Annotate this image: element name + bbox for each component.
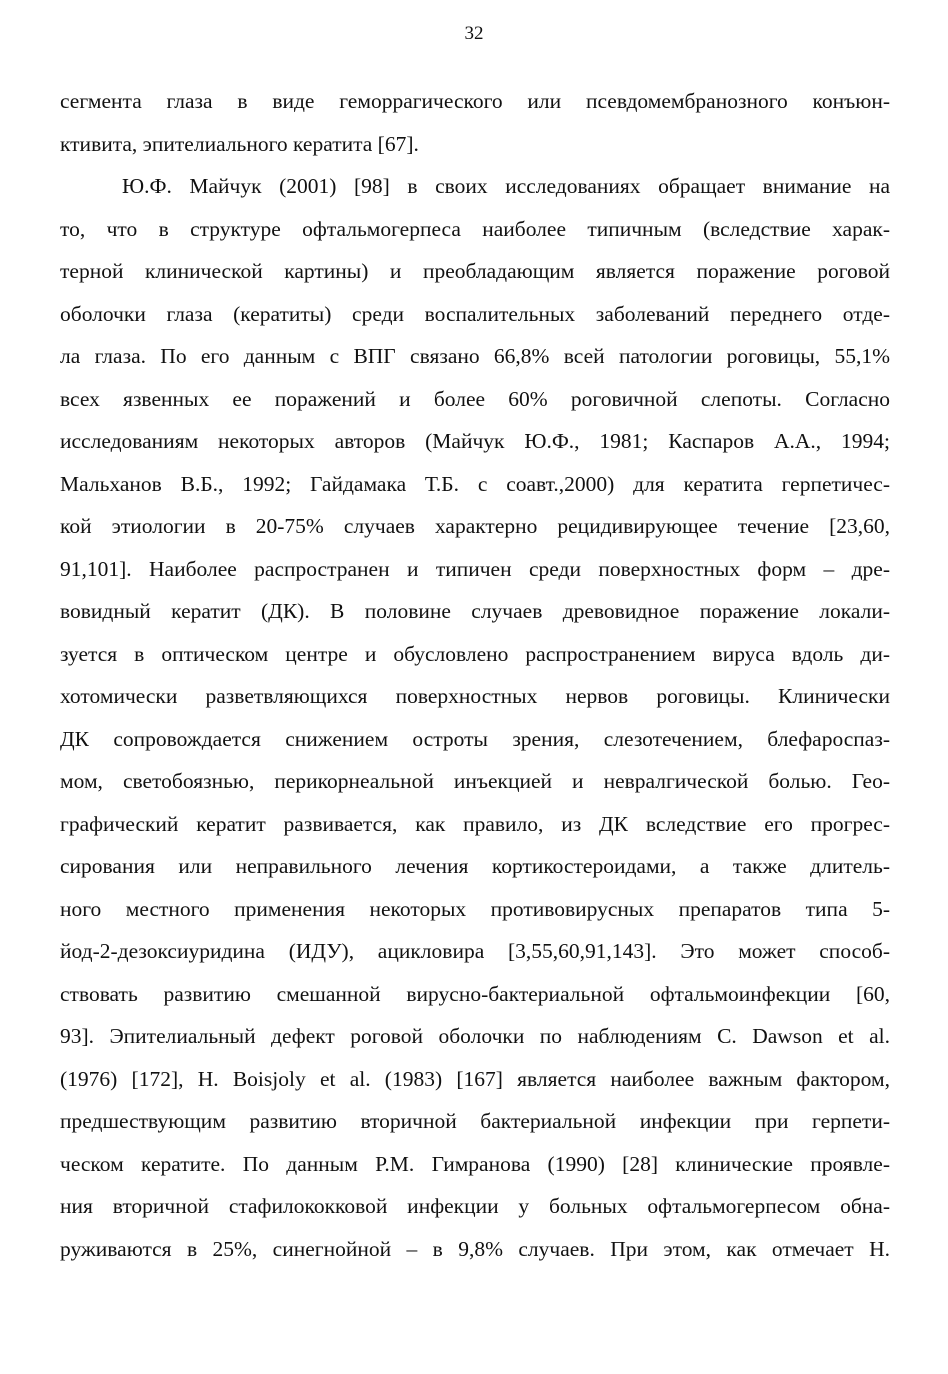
- text-line: мом, светобоязнью, перикорнеальной инъекцией и невралгической болью. Гео-: [60, 769, 890, 793]
- text-line: сегмента глаза в виде геморрагического или псевдомембранозного конъюн-: [60, 89, 890, 113]
- text-line: ктивита, эпителиального кератита [67].: [60, 131, 419, 156]
- text-line: йод-2-дезоксиуридина (ИДУ), ацикловира [3,55,60,91,143]. Это может способ-: [60, 939, 890, 963]
- text-line: 91,101]. Наиболее распространен и типичен среди поверхностных форм – дре-: [60, 556, 890, 581]
- text-line: хотомически разветвляющихся поверхностных нервов роговицы. Клинически: [60, 684, 890, 708]
- text-line: графический кератит развивается, как правило, из ДК вследствие его прогрес-: [60, 811, 890, 836]
- text-line: руживаются в 25%, синегнойной – в 9,8% случаев. При этом, как отмечает H.: [60, 1236, 890, 1261]
- text-line: Мальханов В.Б., 1992; Гайдамака Т.Б. с соавт.,2000) для кератита герпетичес-: [60, 471, 890, 496]
- text-line: всех язвенных ее поражений и более 60% роговичной слепоты. Согласно: [60, 386, 890, 411]
- text-line: ния вторичной стафилококковой инфекции у больных офтальмогерпесом обна-: [60, 1194, 890, 1218]
- text-line: кой этиологии в 20-75% случаев характерно рецидивирующее течение [23,60,: [60, 514, 890, 538]
- text-line: ного местного применения некоторых противовирусных препаратов типа 5-: [60, 896, 890, 921]
- text-line: то, что в структуре офтальмогерпеса наиболее типичным (вследствие харак-: [60, 216, 890, 241]
- paragraph: [60, 165, 890, 1270]
- text-line: 93]. Эпителиальный дефект роговой оболочки по наблюдениям C. Dawson et al.: [60, 1024, 890, 1048]
- text-line: терной клинической картины) и преобладающим является поражение роговой: [60, 259, 890, 283]
- text-line: вовидный кератит (ДК). В половине случаев древовидное поражение локали-: [60, 599, 890, 623]
- text-line: Ю.Ф. Майчук (2001) [98] в своих исследованиях обращает внимание на: [122, 174, 890, 198]
- text-line: ствовать развитию смешанной вирусно-бактериальной офтальмоинфекции [60,: [60, 981, 890, 1006]
- text-line: ДК сопровождается снижением остроты зрения, слезотечением, блефароспаз-: [60, 726, 890, 751]
- page-number: 32: [464, 23, 484, 44]
- text-line: ческом кератите. По данным Р.М. Гимранова (1990) [28] клинические проявле-: [60, 1151, 890, 1176]
- text-line: предшествующим развитию вторичной бактериальной инфекции при герпети-: [60, 1109, 890, 1133]
- text-line: оболочки глаза (кератиты) среди воспалительных заболеваний переднего отде-: [60, 301, 890, 326]
- text-line: сирования или неправильного лечения кортикостероидами, а также длитель-: [60, 854, 890, 878]
- paragraph: [60, 80, 890, 165]
- text-line: зуется в оптическом центре и обусловлено распространением вируса вдоль ди-: [60, 641, 890, 666]
- text-line: (1976) [172], H. Boisjoly et al. (1983) [167] является наиболее важным фактором,: [60, 1066, 890, 1091]
- text-line: ла глаза. По его данным с ВПГ связано 66,8% всей патологии роговицы, 55,1%: [60, 344, 890, 368]
- body-text: [60, 80, 890, 1270]
- text-line: исследованиям некоторых авторов (Майчук Ю.Ф., 1981; Каспаров А.А., 1994;: [60, 429, 890, 453]
